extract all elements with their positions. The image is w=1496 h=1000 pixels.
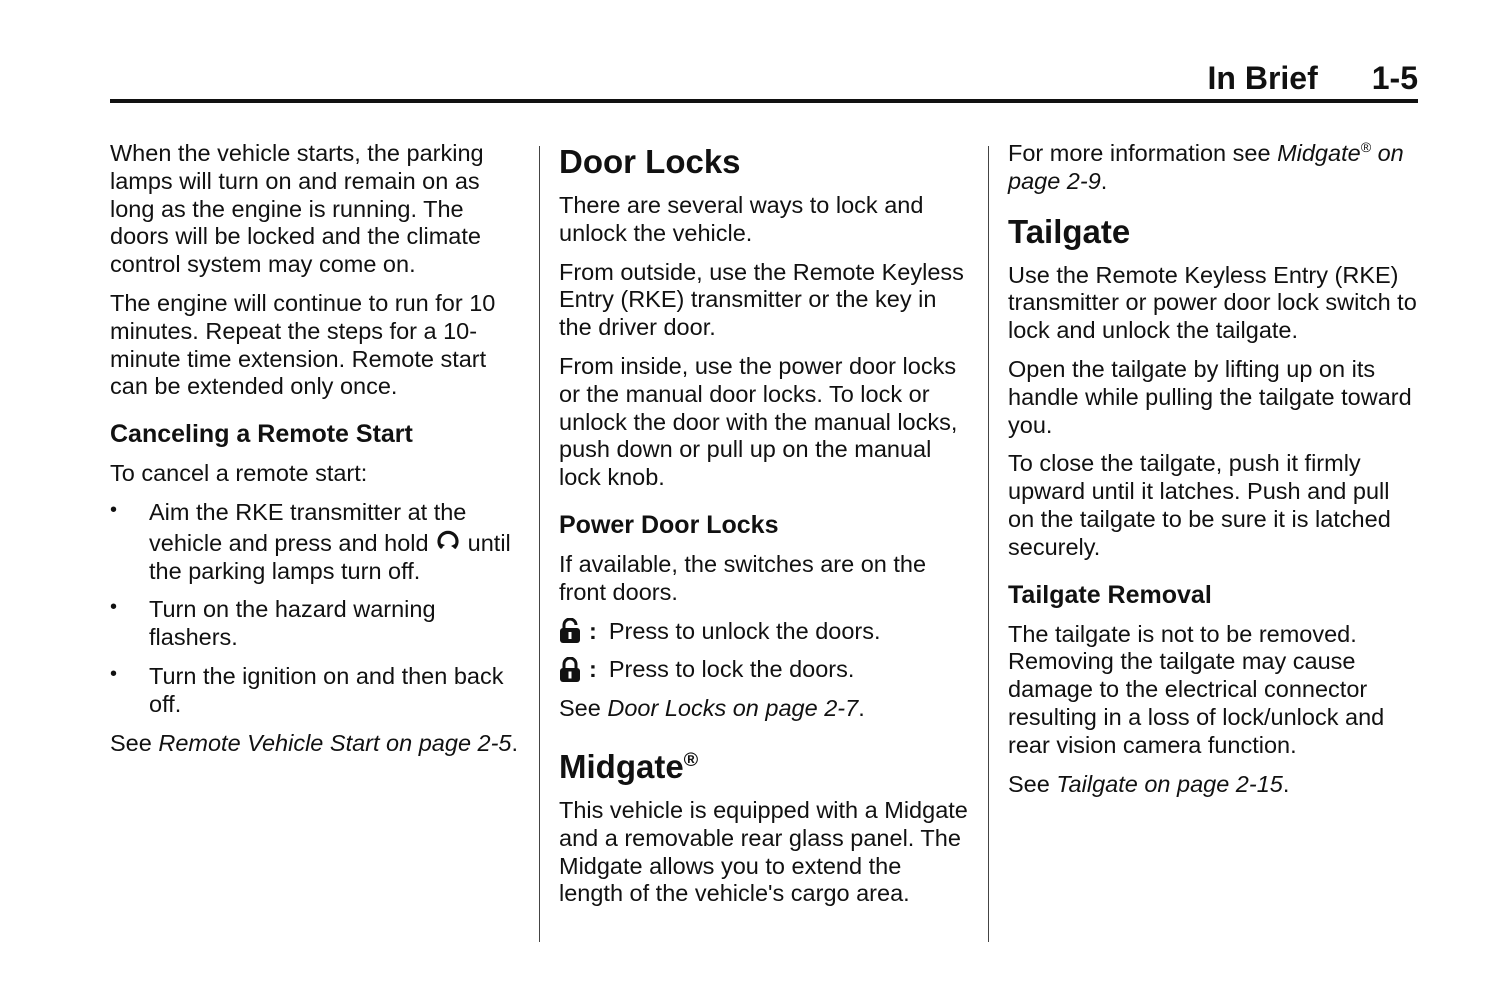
heading-tailgate-removal: Tailgate Removal [1008, 580, 1212, 609]
see-reference: For more information see Midgate® on page 2-9. [1008, 139, 1404, 194]
paragraph: There are several ways to lock and unlock the vehicle. [559, 192, 924, 246]
colon: : [589, 617, 597, 644]
heading-canceling-remote-start: Canceling a Remote Start [110, 420, 413, 449]
bullet-text: Aim the RKE transmitter at the vehicle and press and hold [149, 498, 467, 556]
bullet: • [110, 596, 118, 619]
lock-icon [559, 657, 581, 683]
remote-start-icon [435, 527, 461, 553]
list-item [110, 663, 522, 719]
paragraph: Open the tailgate by lifting up on its handle while pulling the tailgate toward you. [1008, 355, 1412, 438]
see-reference: See Tailgate on page 2-15. [1008, 770, 1290, 797]
unlock-line [559, 618, 971, 646]
see-reference: See Door Locks on page 2-7. [559, 695, 865, 722]
bullet-text: until the parking lamps turn off. [149, 529, 511, 584]
paragraph: If available, the switches are on the front doors. [559, 550, 927, 605]
paragraph: This vehicle is equipped with a Midgate and a removable rear glass panel. The Midgate allows you to extend the length of the vehicle's cargo area. [559, 796, 968, 907]
paragraph: From inside, use the power door locks or the manual door locks. To lock or unlock the door with the manual locks, push down or pull up on the manual lock knob. [559, 352, 958, 491]
cross-reference-link[interactable]: Midgate® on page 2-9 [1008, 139, 1404, 194]
see-reference: See Remote Vehicle Start on page 2-5. [110, 729, 519, 756]
column-divider-2 [988, 146, 989, 942]
unlock-icon [559, 618, 581, 644]
bullet: • [110, 662, 118, 685]
paragraph: The engine will continue to run for 10 minutes. Repeat the steps for a 10-minute time extension. Remote start can be extended only once. [110, 289, 496, 400]
heading-tailgate: Tailgate [1008, 212, 1131, 250]
bullet-list [110, 499, 522, 719]
cross-reference-link[interactable]: Door Locks on page 2-7 [607, 695, 859, 722]
page-header [110, 56, 1418, 100]
column-1 [110, 140, 522, 768]
bullet-text: Turn on the hazard warning flashers. [149, 596, 436, 651]
bullet-text: Turn the ignition on and then back off. [149, 662, 504, 717]
paragraph: Use the Remote Keyless Entry (RKE) transmitter or power door lock switch to lock and unlock the tailgate. [1008, 261, 1417, 344]
paragraph: To close the tailgate, push it firmly upward until it latches. Push and pull on the tailgate to be sure it is latched securely. [1008, 450, 1391, 560]
paragraph: From outside, use the Remote Keyless Entry (RKE) transmitter or the key in the driver door. [559, 258, 964, 341]
heading-midgate: Midgate® [559, 747, 699, 785]
list-item [110, 499, 522, 585]
header-rule [110, 99, 1418, 103]
section-title: In Brief [1207, 60, 1318, 96]
cross-reference-link[interactable]: Tailgate on page 2-15 [1056, 770, 1283, 797]
colon: : [589, 656, 597, 683]
bullet: • [110, 498, 118, 521]
lock-text: Press to lock the doors. [608, 656, 855, 683]
page-number: 1-5 [1371, 60, 1418, 96]
cross-reference-link[interactable]: Remote Vehicle Start on page 2-5 [158, 729, 512, 756]
column-3 [1008, 140, 1420, 809]
heading-power-door-locks: Power Door Locks [559, 510, 779, 539]
unlock-text: Press to unlock the doors. [608, 617, 881, 644]
heading-door-locks: Door Locks [559, 143, 741, 180]
paragraph: When the vehicle starts, the parking lamps will turn on and remain on as long as the engine is running. The doors will be locked and the climate control system may come on. [110, 140, 484, 278]
lock-line [559, 656, 971, 684]
paragraph: To cancel a remote start: [110, 460, 368, 487]
column-divider-1 [539, 146, 540, 942]
list-item [110, 596, 522, 652]
paragraph: The tailgate is not to be removed. Removing the tailgate may cause damage to the electrical connector resulting in a loss of lock/unlock and rear vision camera function. [1008, 620, 1385, 758]
column-2 [559, 140, 971, 919]
